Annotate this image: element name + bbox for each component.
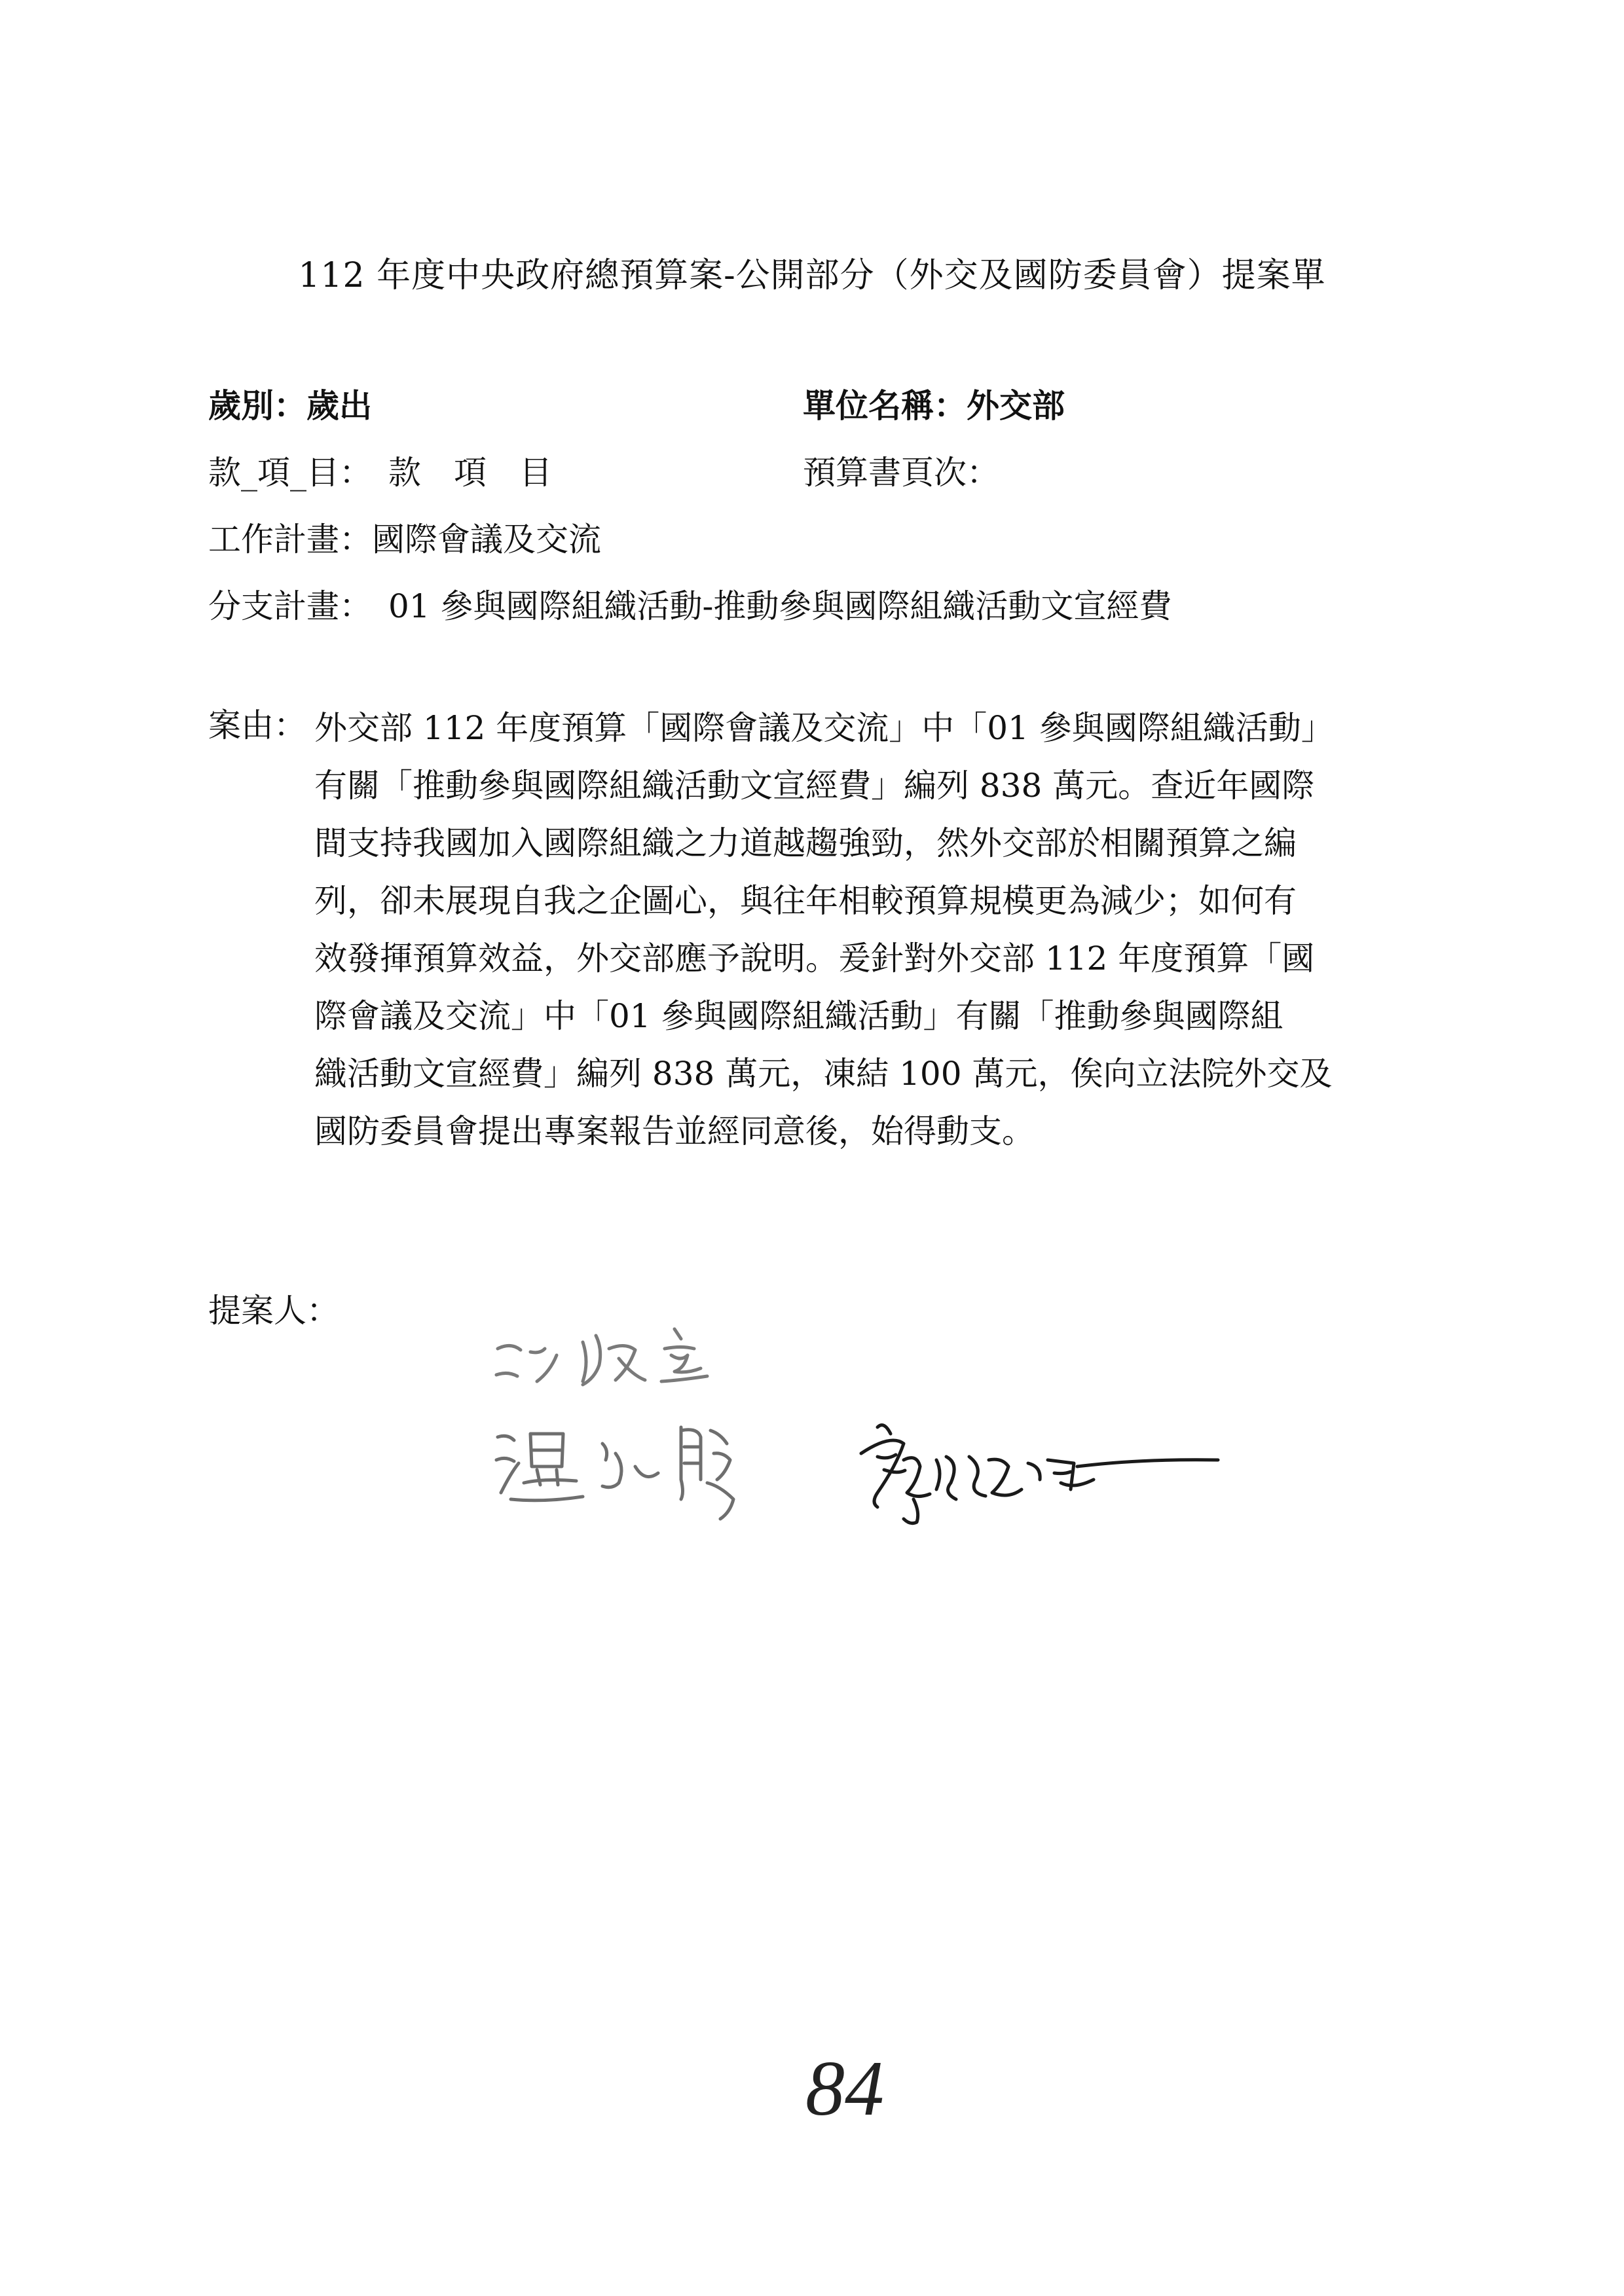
page-number-text: 84: [805, 2045, 884, 2132]
signatures-area: [485, 1303, 1310, 1643]
document-title: 112 年度中央政府總預算案-公開部分（外交及國防委員會）提案單: [298, 256, 1326, 295]
reason-line: 列，卻未展現自我之企圖心，與往年相較預算規模更為減少；如何有: [314, 882, 1297, 920]
branch-plan-field: 分支計畫： 01 參與國際組織活動-推動參與國際組織活動文宣經費: [208, 587, 1172, 625]
handwritten-signature-3: [861, 1425, 1218, 1523]
page-number: [792, 2043, 963, 2134]
reason-label: 案由：: [208, 706, 306, 744]
reason-line: 織活動文宣經費」編列 838 萬元，凍結 100 萬元，俟向立法院外交及: [314, 1055, 1333, 1093]
proposer-label: 提案人：: [208, 1292, 339, 1330]
reason-line: 外交部 112 年度預算「國際會議及交流」中「01 參與國際組織活動」: [314, 709, 1334, 747]
reason-line: 有關「推動參與國際組織活動文宣經費」編列 838 萬元。查近年國際: [314, 767, 1315, 805]
unit-name-field: 單位名稱：外交部: [803, 387, 1065, 425]
reason-body: [314, 699, 1467, 1160]
handwritten-signature-2: [496, 1427, 733, 1519]
work-plan-field: 工作計畫：國際會議及交流: [208, 520, 601, 558]
budget-page-field: 預算書頁次：: [803, 454, 999, 492]
handwritten-signature-1: [496, 1329, 707, 1385]
reason-line: 際會議及交流」中「01 參與國際組織活動」有關「推動參與國際組: [314, 997, 1283, 1035]
reason-line: 間支持我國加入國際組織之力道越趨強勁，然外交部於相關預算之編: [314, 824, 1297, 862]
item-field: 款_項_目： 款 項 目: [208, 454, 552, 492]
reason-line: 效發揮預算效益，外交部應予說明。爰針對外交部 112 年度預算「國: [314, 939, 1315, 977]
category-field: 歲別：歲出: [208, 387, 372, 425]
reason-line: 國防委員會提出專案報告並經同意後，始得動支。: [314, 1112, 1035, 1150]
